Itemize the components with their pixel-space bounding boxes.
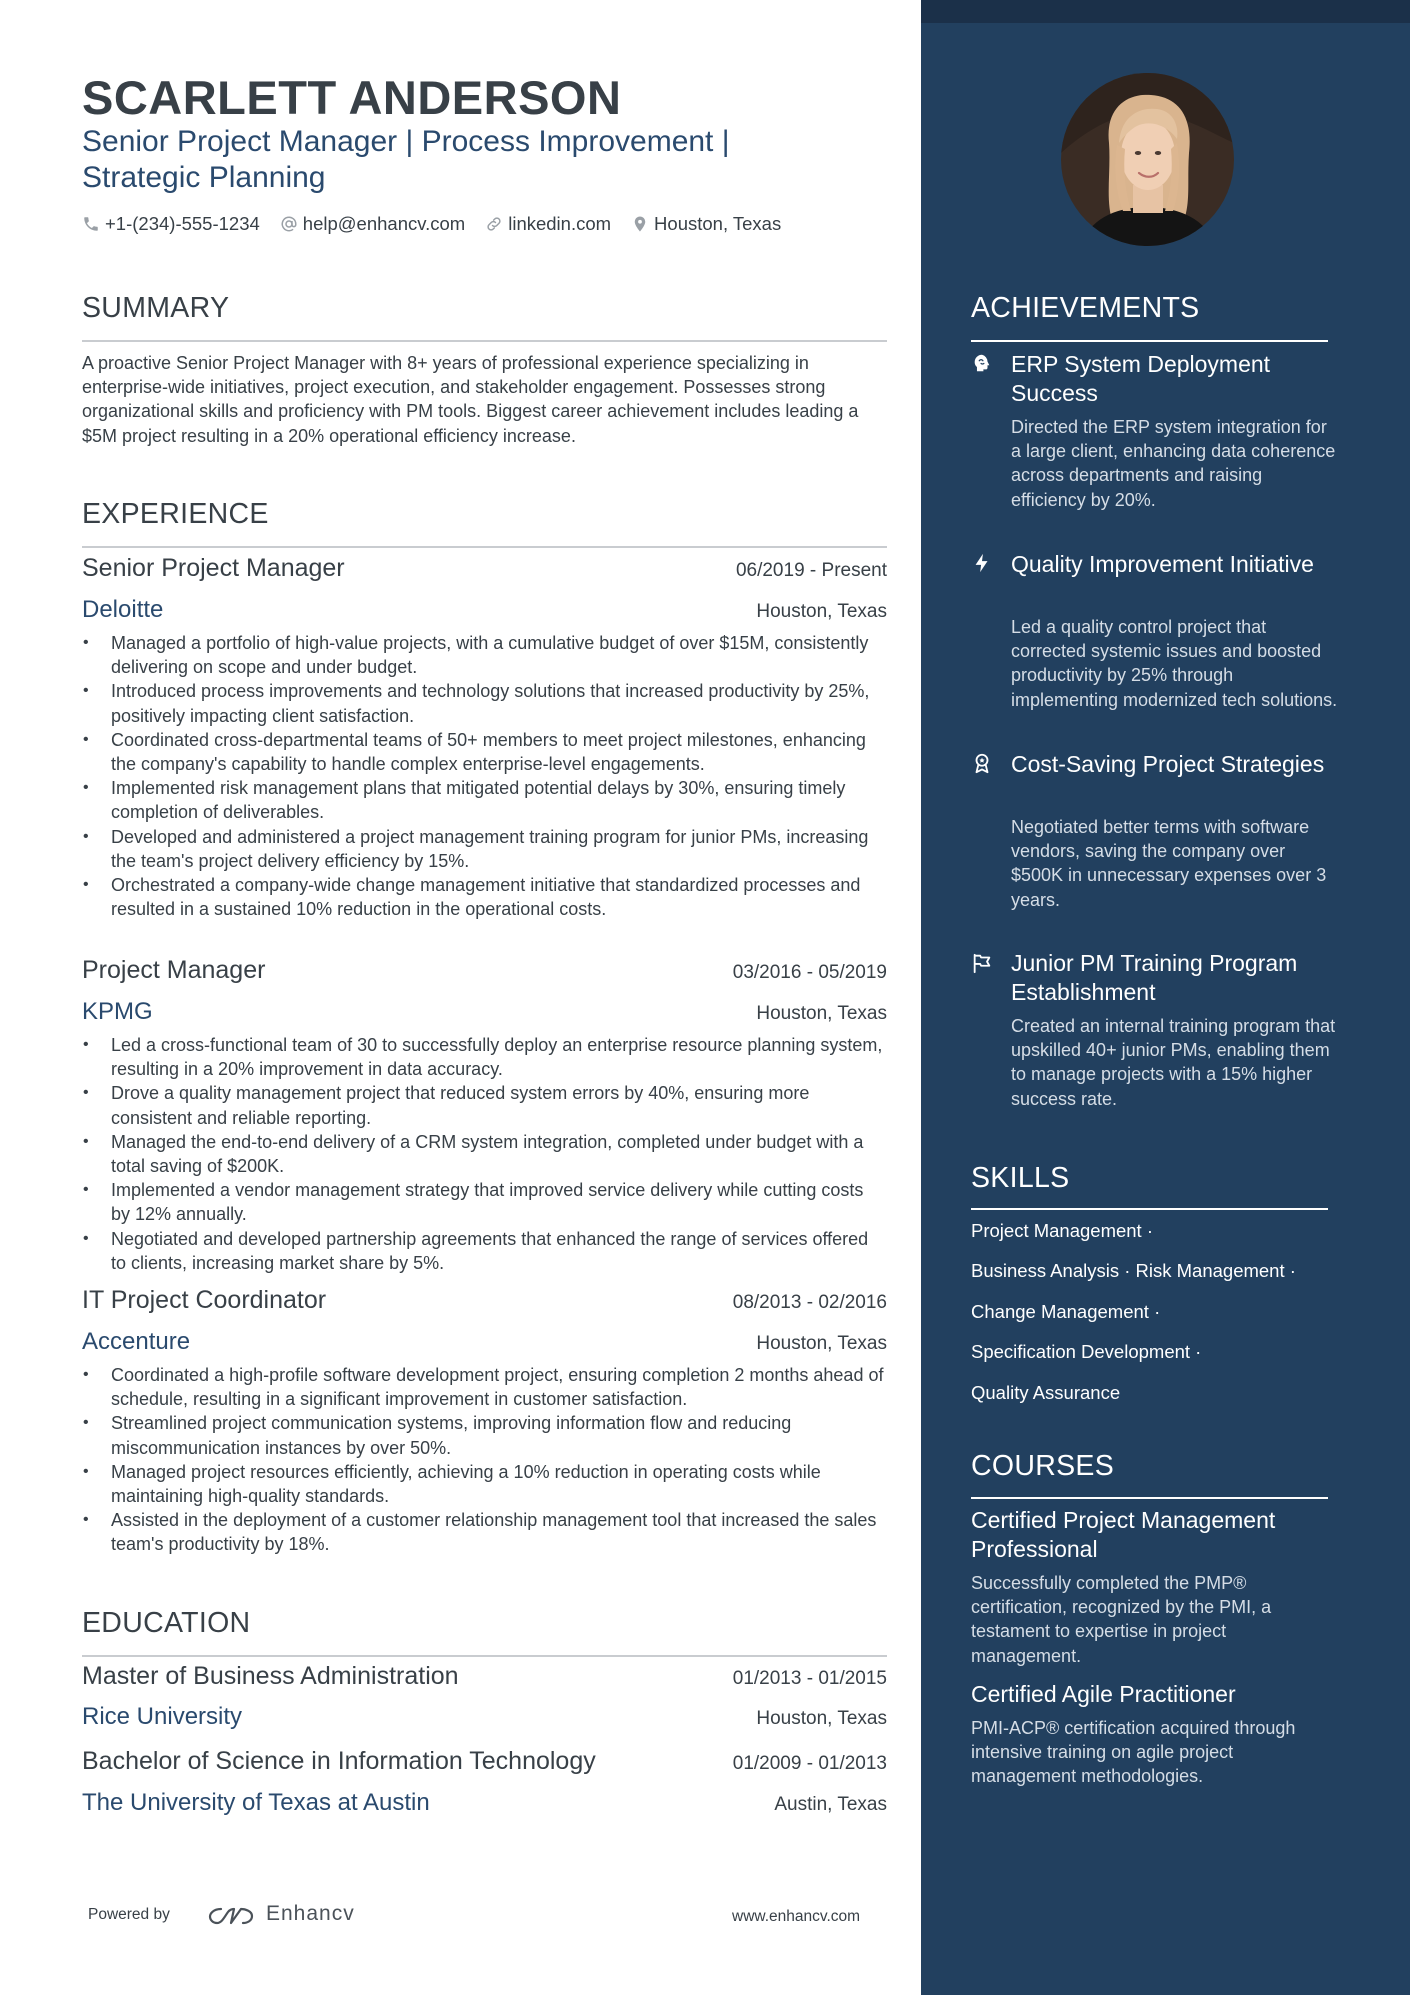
course-desc: Successfully completed the PMP® certification, recognized by the PMI, a testament to expertise in project management. — [971, 1573, 1272, 1666]
education-location: Austin, Texas — [774, 1794, 887, 1815]
list-item: • Managed project resources efficiently, achieving a 10% reduction in operating costs while maintaining high-quality standards. — [82, 1460, 887, 1508]
degree: Bachelor of Science in Information Technology — [82, 1747, 596, 1775]
skill-line: Specification Development · — [971, 1341, 1202, 1362]
flag-icon — [971, 952, 993, 974]
contact-email[interactable] — [280, 213, 465, 235]
job-company: KPMG — [82, 998, 153, 1025]
courses-divider — [971, 1497, 1328, 1499]
summary-heading: SUMMARY — [82, 292, 230, 324]
education-divider — [82, 1655, 887, 1657]
list-item: • Managed a portfolio of high-value projects, with a cumulative budget of over $15M, consistently delivering on scope and under budget. — [82, 631, 887, 679]
contact-location — [631, 213, 781, 235]
skill-line: Quality Assurance — [971, 1382, 1121, 1403]
achievements-divider — [971, 340, 1328, 342]
job-location: Houston, Texas — [756, 1333, 887, 1354]
job-header — [82, 1286, 887, 1315]
sidebar-topbar — [921, 0, 1410, 23]
achievement-desc: Directed the ERP system integration for a large client, enhancing data coherence across departments and raising efficiency by 20%. — [1011, 417, 1336, 510]
sidebar — [921, 0, 1410, 1995]
list-item: • Coordinated cross-departmental teams of 50+ members to meet project milestones, enhancing the company's capability to handle complex enterprise-level engagements. — [82, 728, 887, 776]
job-bullets — [82, 631, 887, 921]
enhancv-brand[interactable]: Enhancv — [266, 1902, 355, 1925]
list-item: • Implemented a vendor management strategy that improved service delivery while cutting costs by 12% annually. — [82, 1178, 887, 1226]
candidate-name: SCARLETT ANDERSON — [82, 71, 622, 124]
job-header — [82, 956, 887, 985]
education-dates: 01/2009 - 01/2013 — [732, 1753, 887, 1774]
achievement-desc: Created an internal training program that upskilled 40+ junior PMs, enabling them to manage projects with a 15% higher success rate. — [1011, 1016, 1336, 1109]
achievement-title: Junior PM Training Program Establishment — [1011, 950, 1298, 1005]
course-title: Certified Agile Practitioner — [971, 1681, 1236, 1707]
skill-line: Change Management · — [971, 1301, 1161, 1322]
experience-heading: EXPERIENCE — [82, 498, 269, 530]
list-item: • Managed the end-to-end delivery of a CRM system integration, completed under budget with a total saving of $200K. — [82, 1130, 887, 1178]
achievements-heading: ACHIEVEMENTS — [971, 292, 1200, 324]
phone-icon — [82, 215, 100, 233]
list-item: • Introduced process improvements and technology solutions that increased productivity by 25%, positively impacting client satisfaction. — [82, 679, 887, 727]
education-header — [82, 1747, 887, 1776]
lightning-icon — [971, 552, 993, 574]
phone-text: +1-(234)-555-1234 — [105, 213, 260, 234]
list-item: • Drove a quality management project that reduced system errors by 40%, ensuring more consistent and reliable reporting. — [82, 1081, 887, 1129]
job-company-row — [82, 596, 887, 624]
contact-link[interactable] — [485, 213, 611, 235]
courses-heading: COURSES — [971, 1450, 1115, 1482]
job-bullets — [82, 1033, 887, 1275]
experience-divider — [82, 546, 887, 548]
education-school-row — [82, 1789, 887, 1817]
job-dates: 03/2016 - 05/2019 — [732, 962, 887, 983]
powered-by-label: Powered by — [88, 1906, 170, 1923]
list-item: • Negotiated and developed partnership agreements that enhanced the range of services offered to clients, increasing market share by 5%. — [82, 1227, 887, 1275]
job-company: Deloitte — [82, 596, 164, 623]
award-icon — [971, 752, 993, 774]
location-pin-icon — [631, 215, 649, 233]
job-header — [82, 554, 887, 583]
website-text: linkedin.com — [508, 213, 612, 234]
job-bullets — [82, 1363, 887, 1557]
job-location: Houston, Texas — [756, 1003, 887, 1024]
list-item: • Streamlined project communication systems, improving information flow and reducing miscommunication instances by over 50%. — [82, 1411, 887, 1459]
list-item: • Orchestrated a company-wide change management initiative that standardized processes and resulted in a sustained 10% reduction in the operational costs. — [82, 873, 887, 921]
headline: Senior Project Manager | Process Improvement | Strategic Planning — [82, 125, 730, 194]
achievement-desc: Negotiated better terms with software vendors, saving the company over $500K in unnecessary expenses over 3 years. — [1011, 817, 1327, 910]
education-location: Houston, Texas — [756, 1708, 887, 1729]
achievement-title: ERP System Deployment Success — [1011, 351, 1271, 406]
enhancv-logo-icon[interactable] — [207, 1903, 255, 1929]
list-item: • Developed and administered a project management training program for junior PMs, increasing the team's project delivery efficiency by 15%. — [82, 825, 887, 873]
list-item: • Assisted in the deployment of a customer relationship management tool that increased the sales team's productivity by 18%. — [82, 1508, 887, 1556]
job-dates: 08/2013 - 02/2016 — [732, 1292, 887, 1313]
job-company: Accenture — [82, 1328, 191, 1355]
summary-text: A proactive Senior Project Manager with 8+ years of professional experience specializing in enterprise-wide initiatives, project execution, and stakeholder engagement. Possesses strong organizational skills and proficiency with PM tools. Biggest career achievement includes leading a $5M project resulting in a 20% operational efficiency increase. — [82, 353, 859, 446]
education-header — [82, 1662, 887, 1691]
skill-line: Business Analysis · Risk Management · — [971, 1260, 1296, 1281]
job-title: Senior Project Manager — [82, 554, 345, 582]
degree: Master of Business Administration — [82, 1662, 459, 1690]
school: Rice University — [82, 1703, 243, 1730]
education-dates: 01/2013 - 01/2015 — [732, 1668, 887, 1689]
achievement-title: Quality Improvement Initiative — [1011, 551, 1314, 577]
summary-divider — [82, 340, 887, 342]
job-company-row — [82, 998, 887, 1026]
profile-photo — [1061, 73, 1234, 246]
skills-heading: SKILLS — [971, 1162, 1070, 1194]
link-icon — [485, 215, 503, 233]
list-item: • Coordinated a high-profile software development project, ensuring completion 2 months ahead of schedule, resulting in a significant improvement in customer satisfaction. — [82, 1363, 887, 1411]
job-title: IT Project Coordinator — [82, 1286, 327, 1314]
list-item: • Implemented risk management plans that mitigated potential delays by 30%, ensuring timely completion of deliverables. — [82, 776, 887, 824]
at-icon — [280, 215, 298, 233]
achievement-title: Cost-Saving Project Strategies — [1011, 751, 1325, 777]
course-desc: PMI-ACP® certification acquired through intensive training on agile project management methodologies. — [971, 1718, 1296, 1787]
job-location: Houston, Texas — [756, 601, 887, 622]
location-text: Houston, Texas — [654, 213, 782, 234]
job-company-row — [82, 1328, 887, 1356]
job-title: Project Manager — [82, 956, 266, 984]
course-title: Certified Project Management Professional — [971, 1507, 1276, 1562]
list-item: • Led a cross-functional team of 30 to successfully deploy an enterprise resource planning system, resulting in a 20% improvement in data accuracy. — [82, 1033, 887, 1081]
contact-bar — [82, 211, 781, 237]
contact-phone[interactable] — [82, 213, 260, 235]
email-text: help@enhancv.com — [302, 213, 466, 234]
job-dates: 06/2019 - Present — [735, 560, 887, 581]
skills-divider — [971, 1208, 1328, 1210]
avatar — [1061, 73, 1234, 246]
education-heading: EDUCATION — [82, 1607, 251, 1639]
footer-url[interactable]: www.enhancv.com — [732, 1908, 861, 1925]
school: The University of Texas at Austin — [82, 1789, 430, 1816]
education-school-row — [82, 1703, 887, 1731]
achievement-desc: Led a quality control project that corrected systemic issues and boosted productivity by 25% through implementing modernized tech solutions. — [1011, 617, 1338, 710]
skill-line: Project Management · — [971, 1220, 1154, 1241]
brain-icon — [971, 352, 993, 374]
